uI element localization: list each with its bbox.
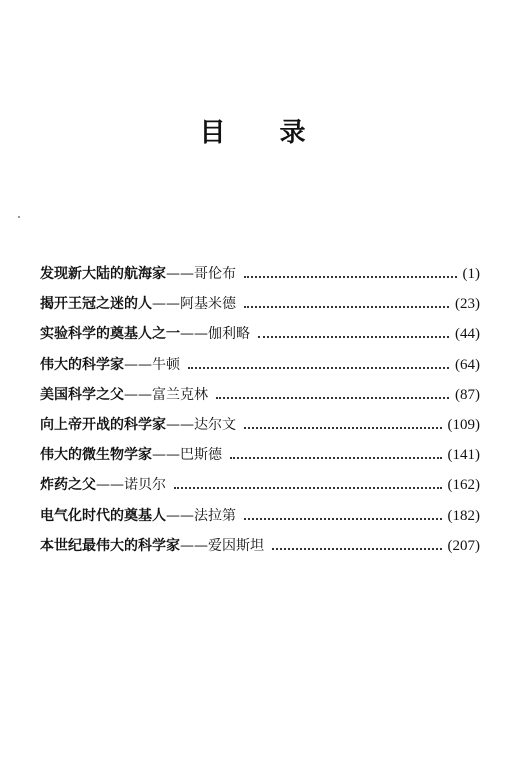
toc-entry-topic: 伟大的科学家 xyxy=(40,356,124,373)
toc-entry-person: 诺贝尔 xyxy=(124,477,166,494)
toc-entry-page: (182) xyxy=(447,507,480,524)
toc-entry-person: 伽利略 xyxy=(208,326,250,343)
toc-entry-dash: —— xyxy=(96,477,124,494)
toc-entry-topic: 本世纪最伟大的科学家 xyxy=(40,537,180,554)
toc-entry-page: (109) xyxy=(447,416,480,433)
toc-entry-topic: 向上帝开战的科学家 xyxy=(40,416,166,433)
toc-entry-dash: —— xyxy=(152,296,180,313)
toc-entry-topic: 揭开王冠之迷的人 xyxy=(40,296,152,313)
toc-entry-dash: —— xyxy=(180,326,208,343)
toc-entry-person: 巴斯德 xyxy=(180,447,222,464)
toc-entry-topic: 电气化时代的奠基人 xyxy=(40,507,166,524)
toc-entry-page: (1) xyxy=(462,266,480,282)
toc-dot-leader xyxy=(216,396,449,399)
toc-dot-leader xyxy=(244,426,442,429)
toc-dot-leader xyxy=(188,366,449,369)
page-title: 目录 xyxy=(199,118,360,148)
toc-entry-page: (87) xyxy=(455,386,480,403)
toc-entry-person: 达尔文 xyxy=(194,416,236,433)
toc-entry-title xyxy=(40,384,208,404)
toc-entry-topic: 发现新大陆的航海家 xyxy=(40,266,166,282)
toc-entry[interactable] xyxy=(40,505,480,535)
table-of-contents xyxy=(40,263,480,565)
toc-entry-dash: —— xyxy=(124,356,152,373)
toc-entry-title xyxy=(40,444,222,464)
toc-entry[interactable] xyxy=(40,384,480,414)
toc-dot-leader xyxy=(272,547,442,550)
toc-entry-title xyxy=(40,354,180,374)
toc-entry-page: (44) xyxy=(455,326,480,343)
toc-entry-title xyxy=(40,535,264,555)
toc-dot-leader xyxy=(230,456,442,459)
toc-entry-title xyxy=(40,505,236,525)
toc-entry-page: (207) xyxy=(447,537,480,554)
toc-entry-page: (23) xyxy=(455,296,480,313)
toc-entry-person: 法拉第 xyxy=(194,507,236,524)
toc-entry-page: (64) xyxy=(455,356,480,373)
toc-entry-topic: 伟大的微生物学家 xyxy=(40,447,152,464)
toc-entry[interactable] xyxy=(40,293,480,323)
toc-entry-dash: —— xyxy=(152,447,180,464)
toc-entry-title xyxy=(40,263,236,283)
toc-entry[interactable] xyxy=(40,263,480,293)
toc-entry-page: (162) xyxy=(447,477,480,494)
toc-entry-title xyxy=(40,293,236,313)
toc-entry-title xyxy=(40,414,236,434)
toc-entry-topic: 美国科学之父 xyxy=(40,386,124,403)
toc-dot-leader xyxy=(174,486,442,489)
toc-entry-title xyxy=(40,323,250,343)
toc-entry-person: 哥伦布 xyxy=(194,266,236,282)
scan-speck xyxy=(18,216,20,218)
toc-entry-person: 牛顿 xyxy=(152,356,180,373)
toc-entry[interactable] xyxy=(40,444,480,474)
toc-entry-dash: —— xyxy=(166,507,194,524)
toc-entry-dash: —— xyxy=(180,537,208,554)
toc-entry[interactable] xyxy=(40,354,480,384)
toc-entry-person: 阿基米德 xyxy=(180,296,236,313)
toc-entry-dash: —— xyxy=(166,416,194,433)
toc-entry-dash: —— xyxy=(166,266,194,282)
toc-entry-person: 富兰克林 xyxy=(152,386,208,403)
toc-entry-title xyxy=(40,474,166,494)
toc-dot-leader xyxy=(244,275,457,278)
toc-entry-page: (141) xyxy=(447,447,480,464)
toc-entry-person: 爱因斯坦 xyxy=(208,537,264,554)
toc-dot-leader xyxy=(244,305,449,308)
toc-entry-topic: 炸药之父 xyxy=(40,477,96,494)
toc-entry[interactable] xyxy=(40,414,480,444)
toc-entry[interactable] xyxy=(40,535,480,565)
toc-dot-leader xyxy=(258,335,449,338)
toc-dot-leader xyxy=(244,517,442,520)
toc-entry-dash: —— xyxy=(124,386,152,403)
toc-entry-topic: 实验科学的奠基人之一 xyxy=(40,326,180,343)
toc-entry[interactable] xyxy=(40,323,480,353)
toc-entry[interactable] xyxy=(40,474,480,504)
